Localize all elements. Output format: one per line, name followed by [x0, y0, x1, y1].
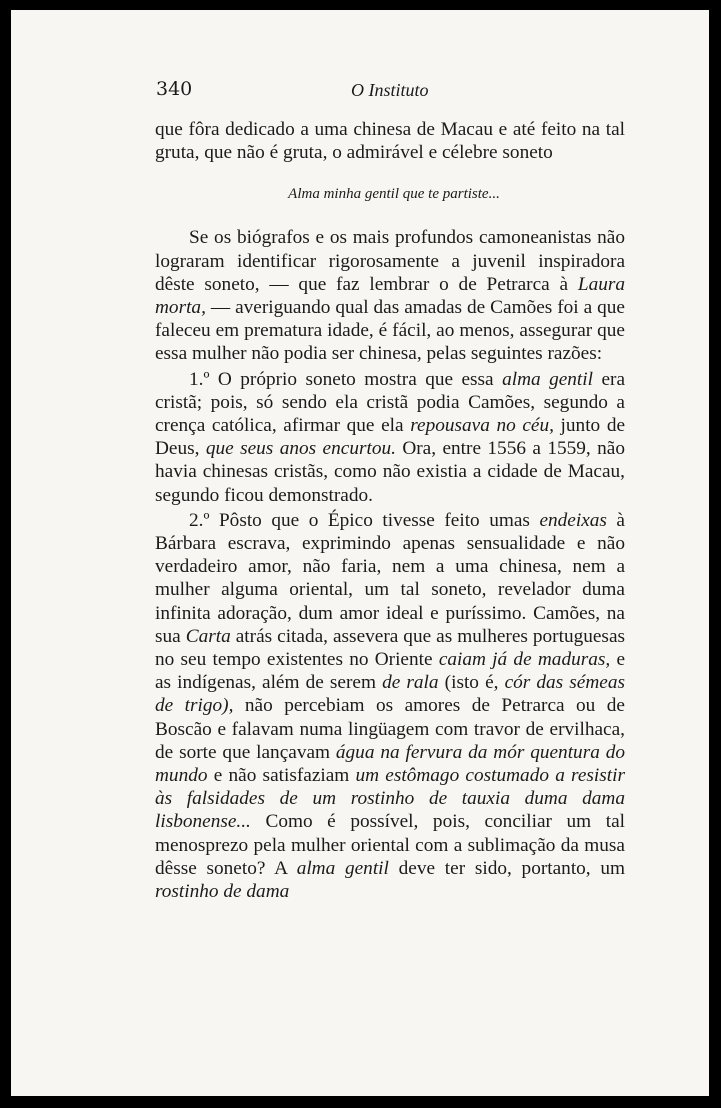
- p3-text-g: e não satisfaziam: [207, 765, 356, 787]
- p2-italic-repousava: repousava no céu,: [410, 415, 554, 437]
- p2-text-b: era cristã; pois, só sendo ela cristã podia Camões, segundo a crença católica, afirmar que ela: [155, 368, 626, 437]
- p1-text-b: — averiguando qual das amadas de Camões foi a que faleceu em prematura idade, é fácil, ao menos, assegurar que essa mulher não podia ser chinesa, pelas seguintes razões:: [155, 297, 625, 365]
- running-title: O Instituto: [351, 80, 429, 100]
- paragraph-3: [155, 509, 625, 903]
- p3-italic-alma-gentil: alma gentil: [296, 857, 389, 879]
- page-number: 340: [156, 78, 193, 100]
- p3-italic-carta: Carta: [185, 625, 231, 647]
- p3-italic-de-rala: de rala: [382, 672, 439, 694]
- p3-italic-estomago: um estômago costumado a resistir às falsidades de um rostinho de tauxia duma dama lisbonense...: [155, 765, 625, 833]
- book-page: [11, 10, 709, 1096]
- p3-italic-rostinho: rostinho de dama: [155, 881, 290, 903]
- p2-italic-encurtou: que seus anos encurtou.: [205, 438, 396, 460]
- p3-text-c: atrás citada, assevera que as mulheres portuguesas no seu tempo existentes no Oriente: [155, 625, 626, 671]
- paragraph-1: [155, 226, 625, 365]
- p3-italic-caiam: caiam já de maduras,: [438, 649, 611, 671]
- p3-text-j: deve ter sido, portanto, um: [388, 857, 626, 879]
- p3-text-d: e as indígenas, além de serem: [155, 649, 626, 694]
- p2-text-d: Ora, entre 1556 a 1559, não havia chinesas cristãs, como não existia a cidade de Macau, segundo ficou demonstrado.: [155, 438, 625, 506]
- body-text: [155, 118, 625, 903]
- verse-quotation: Alma minha gentil que te partiste...: [288, 186, 500, 203]
- page-header: [11, 74, 709, 102]
- p3-italic-agua-na-fervura: água na fervura da mór quentura do mundo: [155, 741, 625, 787]
- p1-italic-laura-morta: Laura morta,: [155, 273, 625, 319]
- p3-text-b: à Bárbara escrava, exprimindo apenas sensualidade e não verdadeiro amor, não faria, nem a uma chinesa, nem a mulher alguma oriental, um tal soneto, revelador duma infinita adoração, dum amor ideal e puríssimo. Camões, na sua: [155, 509, 625, 647]
- p3-text-e: (isto é,: [438, 672, 505, 694]
- paragraph-2: [155, 368, 625, 507]
- intro-paragraph: que fôra dedicado a uma chinesa de Macau e até feito na tal gruta, que não é gruta, o admirável e célebre soneto: [155, 119, 625, 164]
- p3-text-f: não percebiam os amores de Petrarca ou de Boscão e falavam numa lingüagem com travor de ervilhaca, de sorte que lançavam: [155, 695, 625, 763]
- p2-text-c: junto de Deus,: [155, 415, 626, 460]
- p2-italic-alma-gentil: alma gentil: [502, 368, 594, 390]
- p2-text-a: 1.º O próprio soneto mostra que essa: [189, 368, 503, 390]
- p3-italic-cor-das-semeas: cór das sémeas de trigo),: [155, 672, 625, 717]
- p3-text-a: 2.º Pôsto que o Épico tivesse feito umas: [189, 509, 540, 531]
- p1-text-a: Se os biógrafos e os mais profundos camoneanistas não lograram identificar rigorosamente a juvenil inspiradora dêste soneto, — que faz lembrar o de Petrarca à: [155, 227, 625, 295]
- p3-text-h: Como é possível, pois, conciliar um tal menosprezo pela mulher oriental com a sublimação da musa dêsse soneto? A: [155, 811, 625, 879]
- p3-italic-endeixas: endeixas: [539, 509, 607, 531]
